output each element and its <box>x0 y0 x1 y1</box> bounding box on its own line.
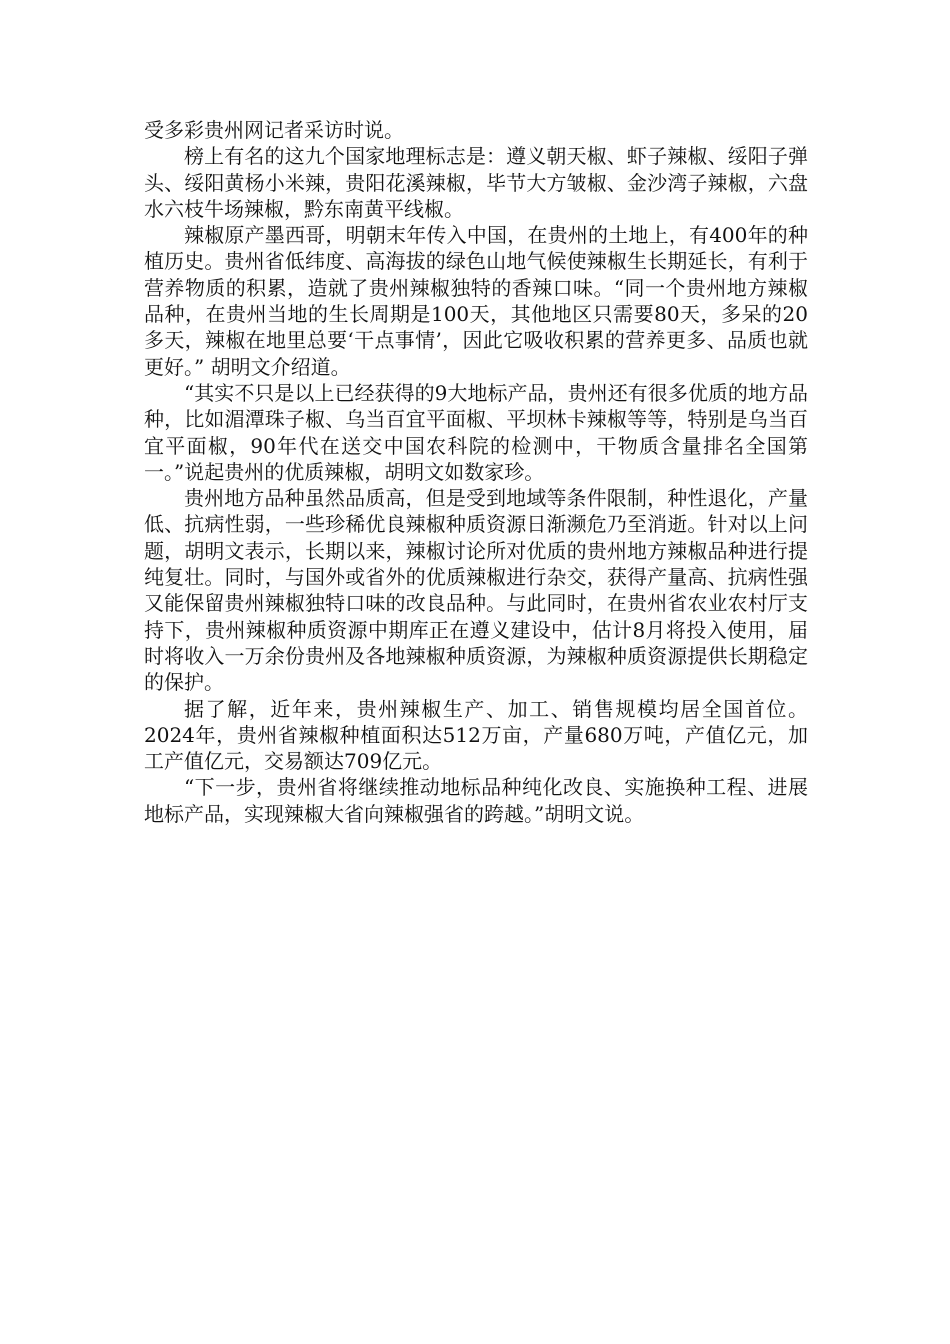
document-body <box>144 117 808 827</box>
paragraph-3: 辣椒原产墨西哥，明朝末年传入中国，在贵州的土地上，有400年的种植历史。贵州省低纬度、高海拔的绿色山地气候使辣椒生长期延长，有利于营养物质的积累，造就了贵州辣椒独特的香辣口味。“同一个贵州地方辣椒品种，在贵州当地的生长周期是100天，其他地区只需要80天，多呆的20多天，辣椒在地里总要‘干点事情’，因此它吸收积累的营养更多、品质也就更好。” 胡明文介绍道。 <box>144 223 808 379</box>
paragraph-2: 榜上有名的这九个国家地理标志是：遵义朝天椒、虾子辣椒、绥阳子弹头、绥阳黄杨小米辣，贵阳花溪辣椒，毕节大方皱椒、金沙湾子辣椒，六盘水六枝牛场辣椒，黔东南黄平线椒。 <box>144 144 808 221</box>
paragraph-5: 贵州地方品种虽然品质高，但是受到地域等条件限制，种性退化，产量低、抗病性弱，一些珍稀优良辣椒种质资源日渐濒危乃至消逝。针对以上问题，胡明文表示，长期以来，辣椒讨论所对优质的贵州地方辣椒品种进行提纯复壮。同时，与国外或省外的优质辣椒进行杂交，获得产量高、抗病性强又能保留贵州辣椒独特口味的改良品种。与此同时，在贵州省农业农村厅支持下，贵州辣椒种质资源中期库正在遵义建设中，估计8月将投入使用，届时将收入一万余份贵州及各地辣椒种质资源，为辣椒种质资源提供长期稳定的保护。 <box>144 486 808 695</box>
paragraph-1: 受多彩贵州网记者采访时说。 <box>144 118 404 142</box>
paragraph-6: 据了解，近年来，贵州辣椒生产、加工、销售规模均居全国首位。2024年，贵州省辣椒种植面积达512万亩，产量680万吨，产值亿元，加工产值亿元，交易额达709亿元。 <box>144 696 808 774</box>
paragraph-4: “其实不只是以上已经获得的9大地标产品，贵州还有很多优质的地方品种，比如湄潭珠子椒、乌当百宜平面椒、平坝林卡辣椒等等，特别是乌当百宜平面椒，90年代在送交中国农科院的检测中，干物质含量排名全国第一。”说起贵州的优质辣椒，胡明文如数家珍。 <box>144 380 808 484</box>
paragraph-7: “下一步，贵州省将继续推动地标品种纯化改良、实施换种工程、进展地标产品，实现辣椒大省向辣椒强省的跨越。”胡明文说。 <box>144 775 808 826</box>
